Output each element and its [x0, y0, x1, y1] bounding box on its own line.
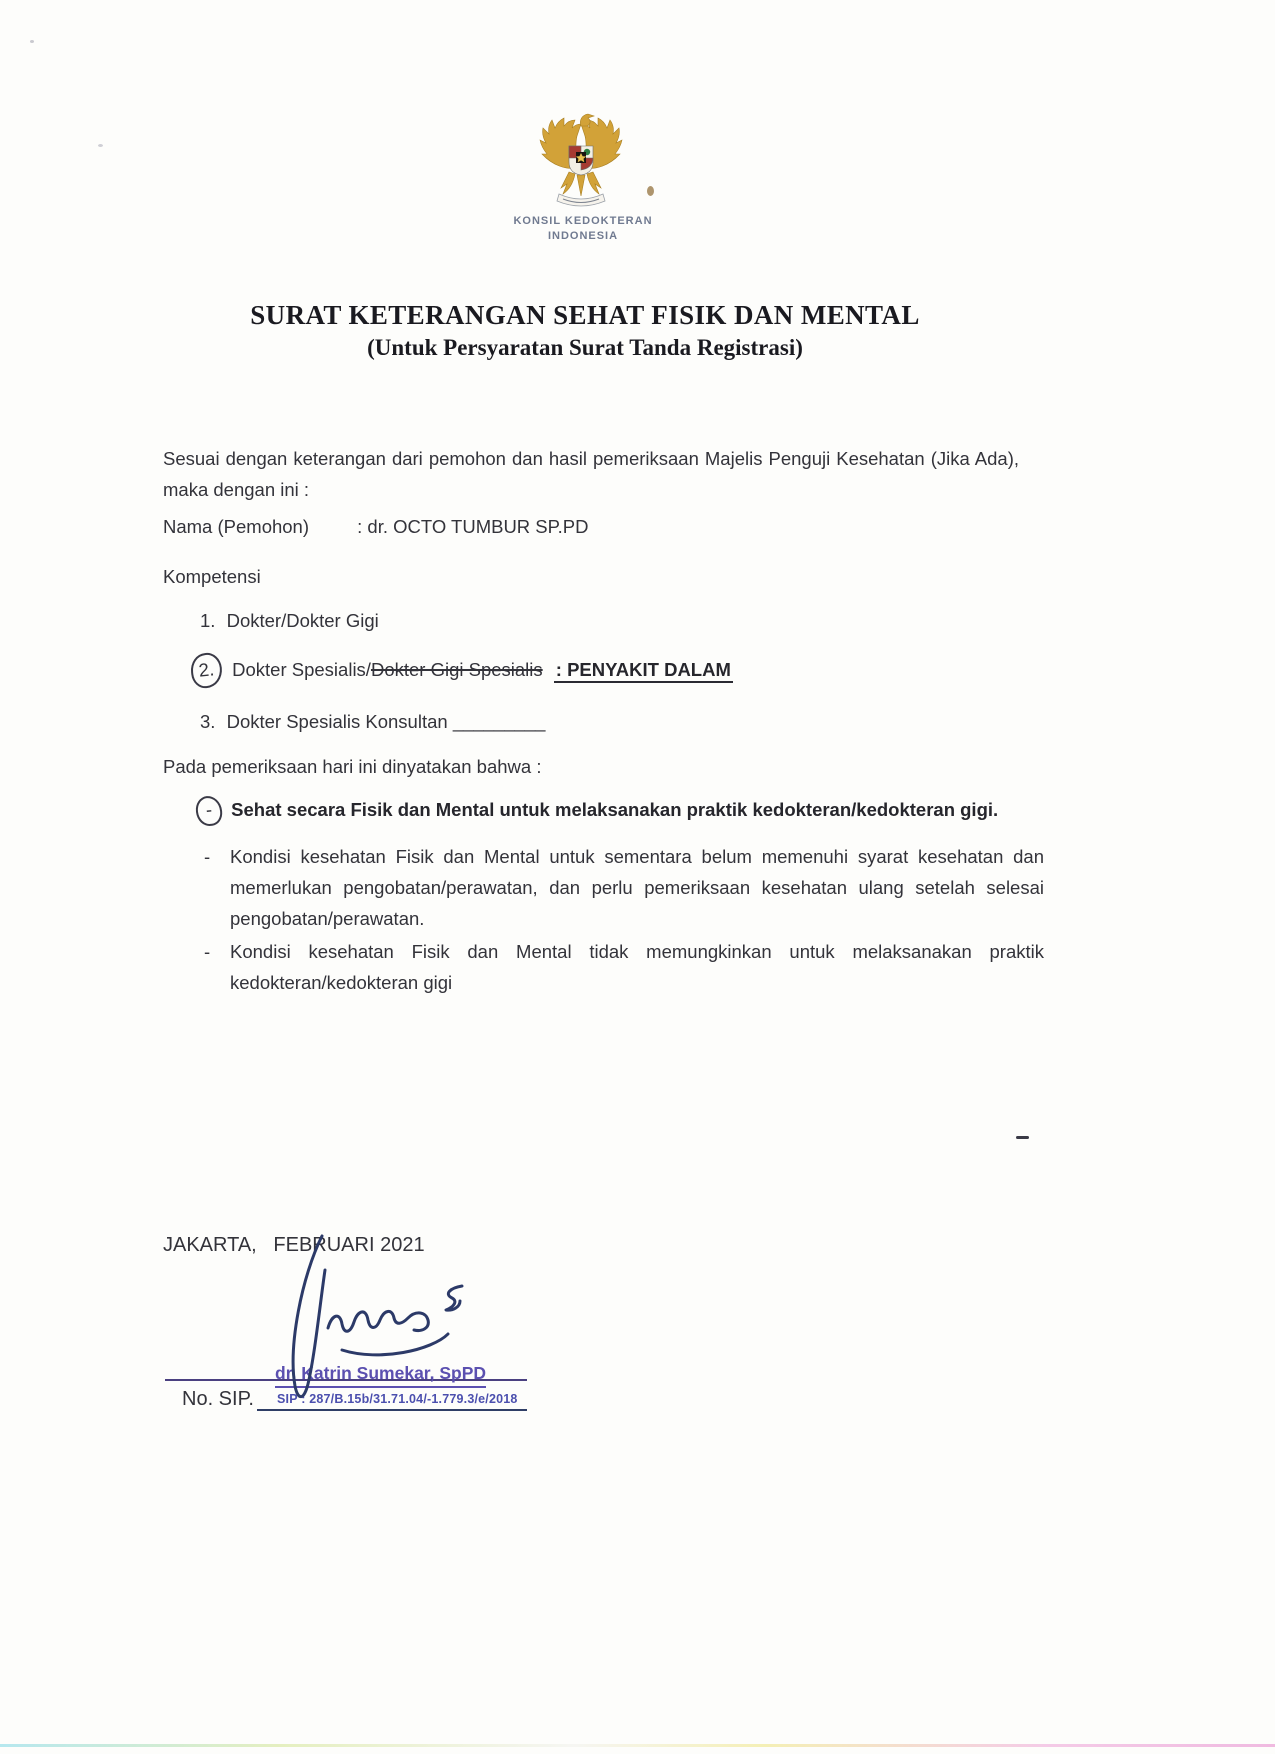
scan-speck [30, 40, 34, 43]
document-title: SURAT KETERANGAN SEHAT FISIK DAN MENTAL [250, 300, 920, 330]
competence-item-3-text: Dokter Spesialis Konsultan [226, 711, 448, 732]
competence-item-2 [191, 653, 733, 688]
competence-item-1-number: 1. [200, 610, 216, 631]
handwritten-circle-mark [195, 795, 224, 828]
competence-label: Kompetensi [163, 566, 261, 587]
document-subtitle: (Untuk Persyaratan Surat Tanda Registrasi) [367, 335, 803, 360]
org-name-line2: INDONESIA [547, 230, 619, 242]
competence-item-3-blank-line: _________ [452, 711, 546, 732]
stray-ink-mark [1016, 1136, 1029, 1139]
applicant-name-label: Nama (Pemohon) [163, 516, 310, 537]
competence-item-2-value: : PENYAKIT DALAM [554, 659, 733, 683]
stamp-sip-number: SIP : 287/B.15b/31.71.04/-1.779.3/e/2018 [277, 1392, 518, 1406]
declaration-option-3-text: Kondisi kesehatan Fisik dan Mental tidak memungkinkan untuk melaksanakan praktik kedokteran/kedokteran gigi [230, 941, 1044, 993]
place-date: JAKARTA, FEBRUARI 2021 [163, 1234, 425, 1256]
competence-item-1-text: Dokter/Dokter Gigi [226, 610, 379, 631]
letterhead [533, 112, 629, 217]
declaration-option-1 [196, 794, 1020, 826]
declaration-option-2 [204, 841, 1044, 934]
applicant-name-value: : dr. OCTO TUMBUR SP.PD [357, 516, 589, 537]
no-sip-label: No. SIP. [182, 1388, 254, 1410]
competence-item-1 [200, 605, 379, 636]
intro-paragraph: Sesuai dengan keterangan dari pemohon dan hasil pemeriksaan Majelis Penguji Kesehatan (Jika Ada), maka dengan ini : [163, 448, 1019, 500]
declaration-option-3-bullet: - [204, 941, 211, 962]
handwritten-circle-mark [189, 651, 223, 689]
competence-item-3 [200, 706, 545, 737]
declaration-option-1-bullet: - [204, 798, 214, 821]
scan-speck [98, 144, 103, 147]
competence-item-3-number: 3. [200, 711, 216, 732]
title-block [0, 300, 1170, 361]
competence-item-2-struck-text: Dokter Gigi Spesialis [370, 659, 543, 680]
stamp-doctor-name: dr. Katrin Sumekar, SpPD [275, 1363, 486, 1388]
competence-item-2-text: Dokter Spesialis/ [232, 659, 371, 680]
handwritten-signature [250, 1228, 485, 1413]
declaration-option-2-text: Kondisi kesehatan Fisik dan Mental untuk sementara belum memenuhi syarat kesehatan dan memerlukan pengobatan/perawatan, dan perlu pemeriksaan kesehatan ulang setelah selesai pengobatan/perawatan. [230, 846, 1044, 929]
org-name [433, 214, 733, 244]
ink-speck [647, 186, 654, 196]
applicant-name-row [163, 511, 588, 542]
org-name-line1: KONSIL KEDOKTERAN [513, 215, 653, 227]
scan-edge-artifact [0, 1744, 1275, 1747]
declaration-intro: Pada pemeriksaan hari ini dinyatakan bahwa : [163, 756, 542, 777]
garuda-pancasila-emblem [533, 112, 629, 212]
declaration-option-3 [204, 936, 1044, 998]
declaration-option-2-bullet: - [204, 846, 211, 867]
declaration-option-1-text: Sehat secara Fisik dan Mental untuk melaksanakan praktik kedokteran/kedokteran gigi. [231, 799, 999, 820]
competence-item-2-number: 2. [197, 658, 216, 681]
